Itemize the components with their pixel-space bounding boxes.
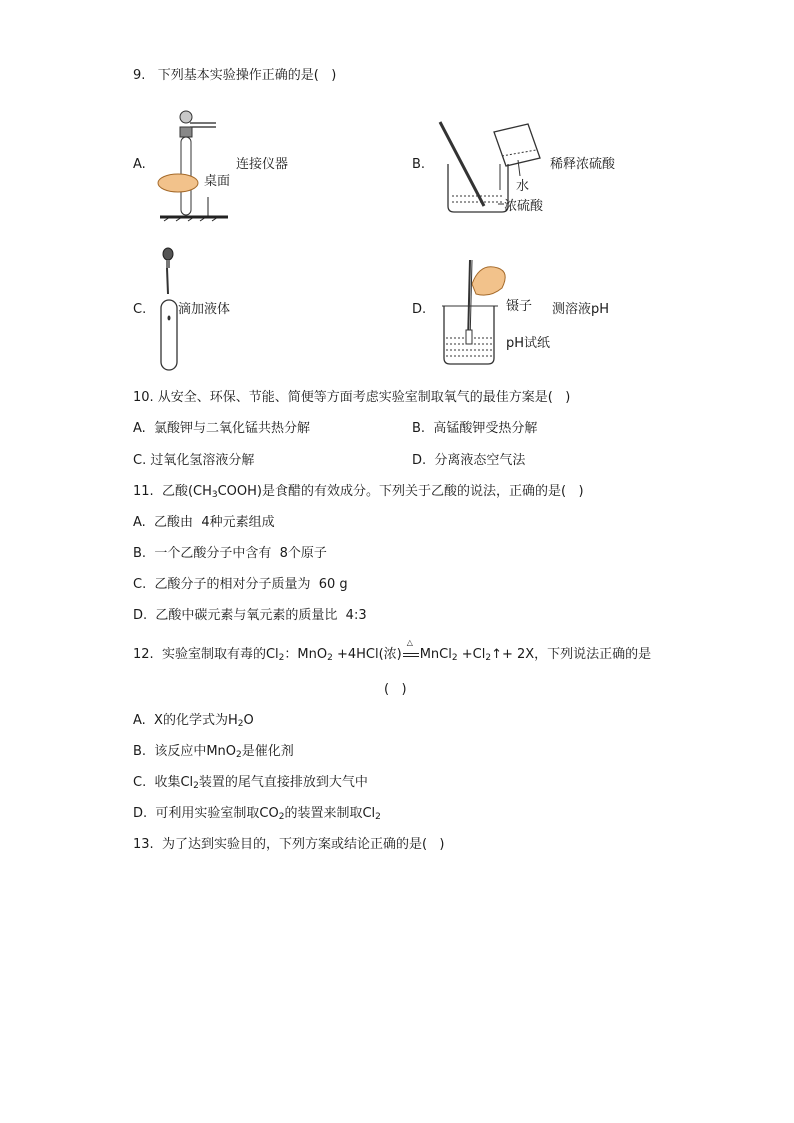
q9-option-d-letter: D.: [412, 302, 427, 317]
q9-a-label-desk: 桌面: [204, 174, 231, 189]
q9-a-caption: 连接仪器: [236, 157, 289, 172]
q9-b-label-water: 水: [516, 179, 530, 194]
q12-answer-paren: ( ): [384, 682, 407, 697]
q12-option-c: C. 收集$Cl_2$装置的尾气直接排放到大气中: [133, 775, 368, 791]
q9-b-label-acid: 浓硫酸: [504, 199, 544, 214]
q10-option-b: B. 高锰酸钾受热分解: [412, 421, 538, 436]
heat-equals-sign: △: [402, 647, 420, 663]
q9-option-a-letter: A.: [133, 157, 146, 172]
q11-option-c: C. 乙酸分子的相对分子质量为 60 g: [133, 577, 348, 592]
q9-option-b-letter: B.: [412, 157, 426, 172]
q9-b-caption: 稀释浓硫酸: [550, 157, 616, 172]
q9-c-caption: 滴加液体: [178, 302, 231, 317]
q13-stem: 13. 为了达到实验目的，下列方案或结论正确的是( ): [133, 837, 445, 852]
q10-option-d: D. 分离液态空气法: [412, 453, 526, 468]
q10-option-c: C. 过氧化氢溶液分解: [133, 453, 255, 468]
q12-option-a: A. X的化学式为$H_2O$: [133, 713, 254, 729]
q11-option-b: B. 一个乙酸分子中含有 8个原子: [133, 546, 327, 561]
q10-option-a: A. 氯酸钾与二氧化锰共热分解: [133, 421, 311, 436]
q11-stem: 11. 乙酸$(CH_3COOH)$是食醋的有效成分。下列关于乙酸的说法，正确的是( ): [133, 484, 584, 500]
q9-d-caption: 测溶液pH: [552, 302, 610, 317]
q10-stem: 10. 从安全、环保、节能、简便等方面考虑实验室制取氧气的最佳方案是( ): [133, 390, 571, 405]
q9-stem: 9. 下列基本实验操作正确的是( ): [133, 68, 337, 83]
q11-option-d: D. 乙酸中碳元素与氧元素的质量比 4:3: [133, 608, 367, 623]
q12-option-d: D. 可利用实验室制取$CO_2$的装置来制取$Cl_2$: [133, 806, 381, 822]
q12-stem: 12. 实验室制取有毒的$Cl_2$：MnO$_2$ +4HCl(浓) △ MnCl$_2$ $+Cl_2↑+ 2X$，下列说法正确的是: [133, 638, 652, 663]
q11-option-a: A. 乙酸由 4种元素组成: [133, 515, 275, 530]
q9-option-c-letter: C.: [133, 302, 147, 317]
q9-d-label-ph-paper: pH试纸: [506, 336, 551, 351]
q9-a-connecting-instruments-figure: [150, 105, 240, 225]
q9-d-label-tweezers: 镊子: [506, 299, 533, 314]
q12-option-b: B. 该反应中MnO$_2$是催化剂: [133, 744, 294, 760]
q9-d-measure-ph-figure: [436, 254, 516, 369]
